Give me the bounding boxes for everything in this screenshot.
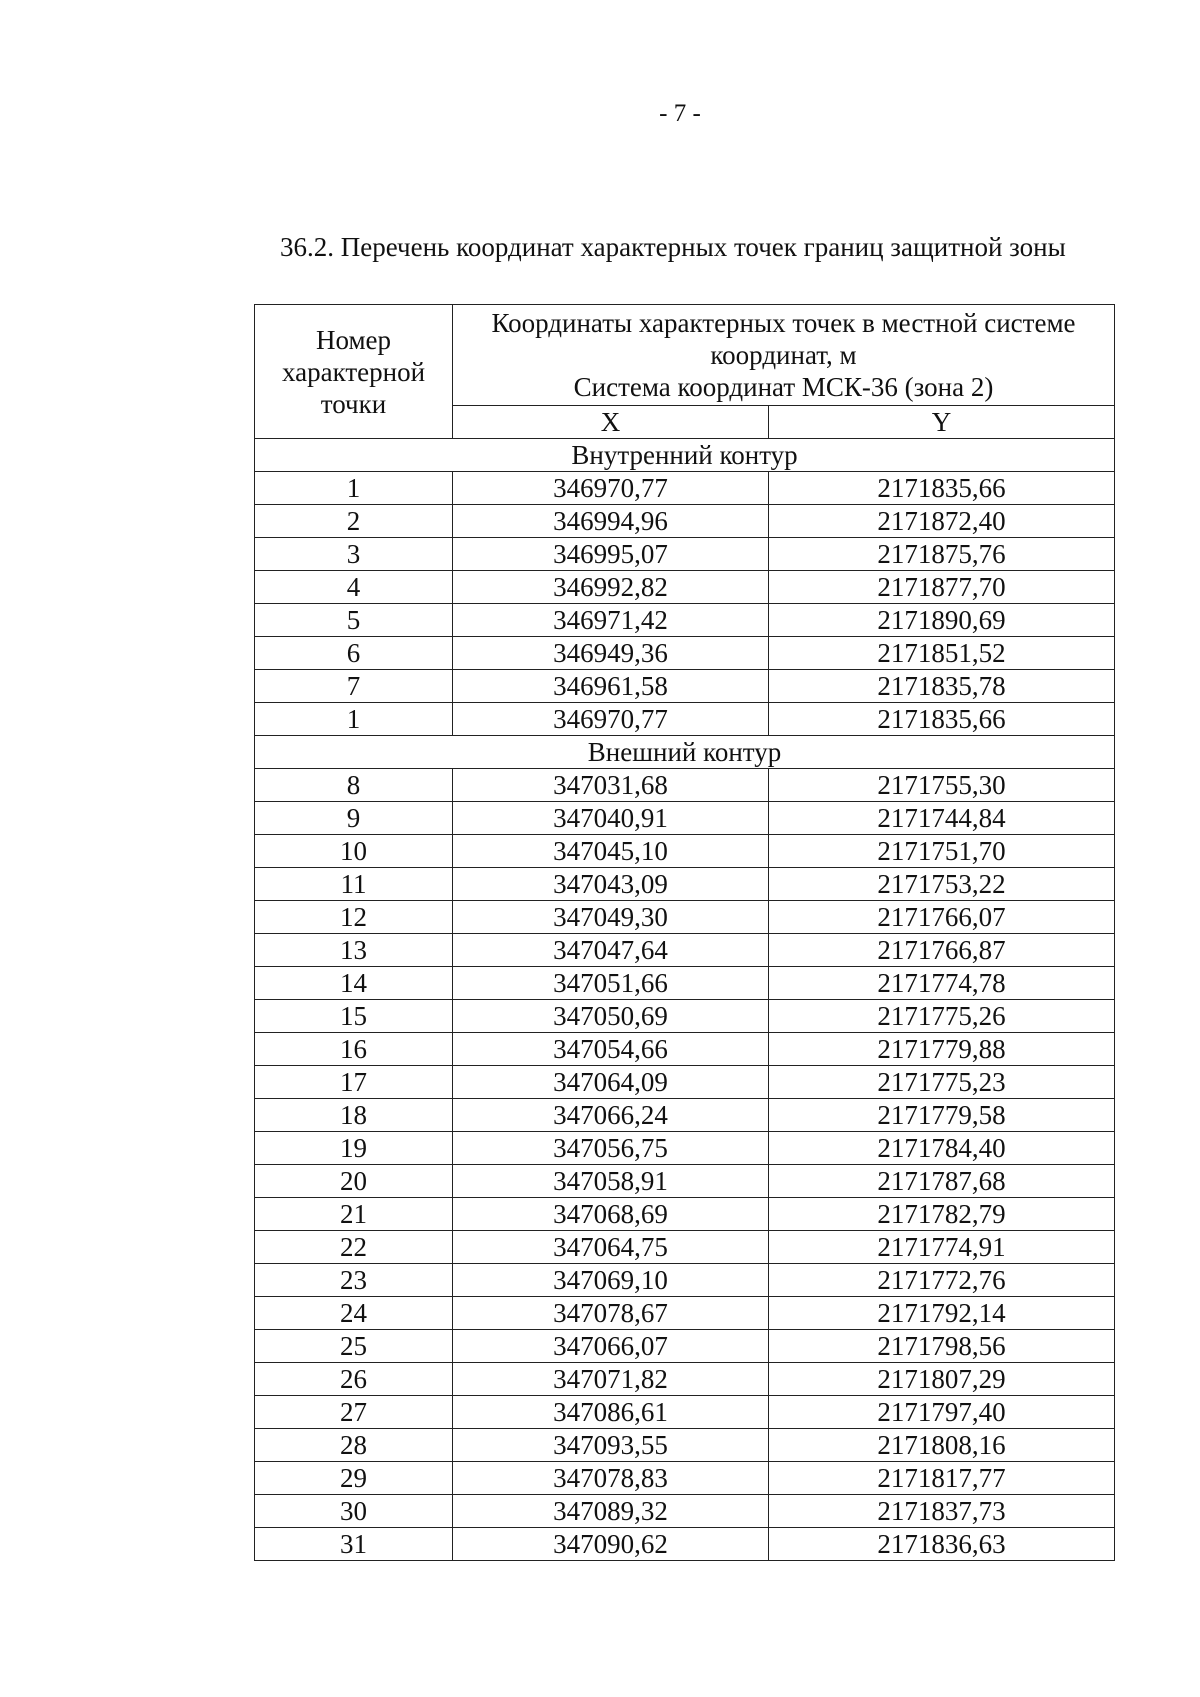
y-coordinate-cell: 2171890,69 — [769, 604, 1115, 637]
table-row — [255, 868, 1115, 901]
x-coordinate-cell: 347089,32 — [453, 1495, 769, 1528]
y-coordinate-cell: 2171744,84 — [769, 802, 1115, 835]
x-coordinate-cell: 347031,68 — [453, 769, 769, 802]
table-row — [255, 571, 1115, 604]
x-coordinate-cell: 347093,55 — [453, 1429, 769, 1462]
table-row — [255, 538, 1115, 571]
point-number-cell: 10 — [255, 835, 453, 868]
table-row — [255, 1330, 1115, 1363]
outer-contour-section-row — [255, 736, 1115, 769]
point-number-cell: 29 — [255, 1462, 453, 1495]
table-row — [255, 1297, 1115, 1330]
x-coordinate-cell: 346970,77 — [453, 703, 769, 736]
x-coordinate-cell: 347066,24 — [453, 1099, 769, 1132]
y-coordinate-cell: 2171836,63 — [769, 1528, 1115, 1561]
x-coordinate-cell: 346995,07 — [453, 538, 769, 571]
table-row — [255, 637, 1115, 670]
y-coordinate-cell: 2171851,52 — [769, 637, 1115, 670]
table-row — [255, 1495, 1115, 1528]
point-number-header-line1: Номер — [315, 324, 392, 355]
x-coordinate-cell: 346994,96 — [453, 505, 769, 538]
table-row — [255, 1429, 1115, 1462]
point-number-cell: 22 — [255, 1231, 453, 1264]
coordinates-header-line1: Координаты характерных точек в местной системе — [491, 308, 1076, 338]
point-number-cell: 15 — [255, 1000, 453, 1033]
x-coordinate-cell: 346992,82 — [453, 571, 769, 604]
point-number-cell: 21 — [255, 1198, 453, 1231]
table-row — [255, 1000, 1115, 1033]
y-coordinate-cell: 2171877,70 — [769, 571, 1115, 604]
y-coordinate-cell: 2171755,30 — [769, 769, 1115, 802]
y-column-header: Y — [769, 406, 1115, 439]
y-coordinate-cell: 2171784,40 — [769, 1132, 1115, 1165]
x-coordinate-cell: 347069,10 — [453, 1264, 769, 1297]
table-row — [255, 1198, 1115, 1231]
table-row — [255, 472, 1115, 505]
x-coordinate-cell: 347064,75 — [453, 1231, 769, 1264]
table-row — [255, 670, 1115, 703]
outer-contour-label: Внешний контур — [255, 736, 1115, 769]
y-coordinate-cell: 2171817,77 — [769, 1462, 1115, 1495]
y-coordinate-cell: 2171797,40 — [769, 1396, 1115, 1429]
point-number-cell: 13 — [255, 934, 453, 967]
y-coordinate-cell: 2171779,88 — [769, 1033, 1115, 1066]
point-number-cell: 23 — [255, 1264, 453, 1297]
coordinates-header — [453, 305, 1115, 406]
table-row — [255, 604, 1115, 637]
point-number-cell: 27 — [255, 1396, 453, 1429]
table-row — [255, 934, 1115, 967]
inner-contour-section-row — [255, 439, 1115, 472]
point-number-cell: 14 — [255, 967, 453, 1000]
y-coordinate-cell: 2171779,58 — [769, 1099, 1115, 1132]
y-coordinate-cell: 2171792,14 — [769, 1297, 1115, 1330]
table-row — [255, 1462, 1115, 1495]
table-row — [255, 1396, 1115, 1429]
point-number-cell: 2 — [255, 505, 453, 538]
y-coordinate-cell: 2171787,68 — [769, 1165, 1115, 1198]
point-number-cell: 18 — [255, 1099, 453, 1132]
x-coordinate-cell: 347068,69 — [453, 1198, 769, 1231]
table-row — [255, 1132, 1115, 1165]
y-coordinate-cell: 2171753,22 — [769, 868, 1115, 901]
x-coordinate-cell: 347040,91 — [453, 802, 769, 835]
y-coordinate-cell: 2171774,91 — [769, 1231, 1115, 1264]
y-coordinate-cell: 2171835,66 — [769, 472, 1115, 505]
y-coordinate-cell: 2171875,76 — [769, 538, 1115, 571]
x-coordinate-cell: 347086,61 — [453, 1396, 769, 1429]
x-coordinate-cell: 346971,42 — [453, 604, 769, 637]
point-number-cell: 4 — [255, 571, 453, 604]
y-coordinate-cell: 2171751,70 — [769, 835, 1115, 868]
x-coordinate-cell: 347090,62 — [453, 1528, 769, 1561]
y-coordinate-cell: 2171772,76 — [769, 1264, 1115, 1297]
table-row — [255, 967, 1115, 1000]
point-number-cell: 28 — [255, 1429, 453, 1462]
point-number-cell: 8 — [255, 769, 453, 802]
x-coordinate-cell: 347078,83 — [453, 1462, 769, 1495]
table-row — [255, 703, 1115, 736]
point-number-cell: 1 — [255, 472, 453, 505]
y-coordinate-cell: 2171807,29 — [769, 1363, 1115, 1396]
page-number: - 7 - — [659, 100, 701, 127]
y-coordinate-cell: 2171835,66 — [769, 703, 1115, 736]
point-number-cell: 31 — [255, 1528, 453, 1561]
y-coordinate-cell: 2171798,56 — [769, 1330, 1115, 1363]
point-number-cell: 26 — [255, 1363, 453, 1396]
coordinates-header-line2: координат, м — [710, 340, 857, 370]
point-number-cell: 17 — [255, 1066, 453, 1099]
table-header-row — [255, 305, 1115, 406]
table-row — [255, 901, 1115, 934]
point-number-cell: 9 — [255, 802, 453, 835]
y-coordinate-cell: 2171835,78 — [769, 670, 1115, 703]
x-coordinate-cell: 346949,36 — [453, 637, 769, 670]
point-number-cell: 1 — [255, 703, 453, 736]
y-coordinate-cell: 2171782,79 — [769, 1198, 1115, 1231]
x-coordinate-cell: 347047,64 — [453, 934, 769, 967]
table-row — [255, 1264, 1115, 1297]
point-number-cell: 16 — [255, 1033, 453, 1066]
inner-contour-label: Внутренний контур — [255, 439, 1115, 472]
point-number-cell: 7 — [255, 670, 453, 703]
x-coordinate-cell: 347045,10 — [453, 835, 769, 868]
y-coordinate-cell: 2171766,87 — [769, 934, 1115, 967]
table-row — [255, 835, 1115, 868]
table-row — [255, 1231, 1115, 1264]
x-coordinate-cell: 347051,66 — [453, 967, 769, 1000]
table-row — [255, 1033, 1115, 1066]
section-title: 36.2. Перечень координат характерных точек границ защитной зоны — [280, 232, 1066, 262]
x-coordinate-cell: 347071,82 — [453, 1363, 769, 1396]
coordinates-table — [254, 304, 1115, 1561]
y-coordinate-cell: 2171808,16 — [769, 1429, 1115, 1462]
x-column-header: X — [453, 406, 769, 439]
point-number-header-line3: точки — [320, 388, 387, 419]
point-number-cell: 12 — [255, 901, 453, 934]
point-number-cell: 5 — [255, 604, 453, 637]
x-coordinate-cell: 346961,58 — [453, 670, 769, 703]
y-coordinate-cell: 2171872,40 — [769, 505, 1115, 538]
coordinates-header-line3: Система координат МСК-36 (зона 2) — [573, 372, 994, 402]
point-number-cell: 24 — [255, 1297, 453, 1330]
table-row — [255, 1528, 1115, 1561]
y-coordinate-cell: 2171775,23 — [769, 1066, 1115, 1099]
point-number-header-line2: характерной — [281, 356, 426, 387]
point-number-cell: 20 — [255, 1165, 453, 1198]
point-number-header — [255, 305, 453, 439]
x-coordinate-cell: 347058,91 — [453, 1165, 769, 1198]
x-coordinate-cell: 347064,09 — [453, 1066, 769, 1099]
table-row — [255, 1363, 1115, 1396]
table-row — [255, 1165, 1115, 1198]
y-coordinate-cell: 2171766,07 — [769, 901, 1115, 934]
point-number-cell: 6 — [255, 637, 453, 670]
x-coordinate-cell: 347056,75 — [453, 1132, 769, 1165]
x-coordinate-cell: 347043,09 — [453, 868, 769, 901]
y-coordinate-cell: 2171775,26 — [769, 1000, 1115, 1033]
y-coordinate-cell: 2171837,73 — [769, 1495, 1115, 1528]
y-coordinate-cell: 2171774,78 — [769, 967, 1115, 1000]
point-number-cell: 11 — [255, 868, 453, 901]
table-row — [255, 1066, 1115, 1099]
point-number-cell: 3 — [255, 538, 453, 571]
x-coordinate-cell: 347054,66 — [453, 1033, 769, 1066]
x-coordinate-cell: 347066,07 — [453, 1330, 769, 1363]
x-coordinate-cell: 347050,69 — [453, 1000, 769, 1033]
point-number-cell: 25 — [255, 1330, 453, 1363]
x-coordinate-cell: 346970,77 — [453, 472, 769, 505]
point-number-cell: 19 — [255, 1132, 453, 1165]
table-row — [255, 802, 1115, 835]
table-row — [255, 1099, 1115, 1132]
x-coordinate-cell: 347078,67 — [453, 1297, 769, 1330]
table-row — [255, 769, 1115, 802]
x-coordinate-cell: 347049,30 — [453, 901, 769, 934]
table-row — [255, 505, 1115, 538]
point-number-cell: 30 — [255, 1495, 453, 1528]
